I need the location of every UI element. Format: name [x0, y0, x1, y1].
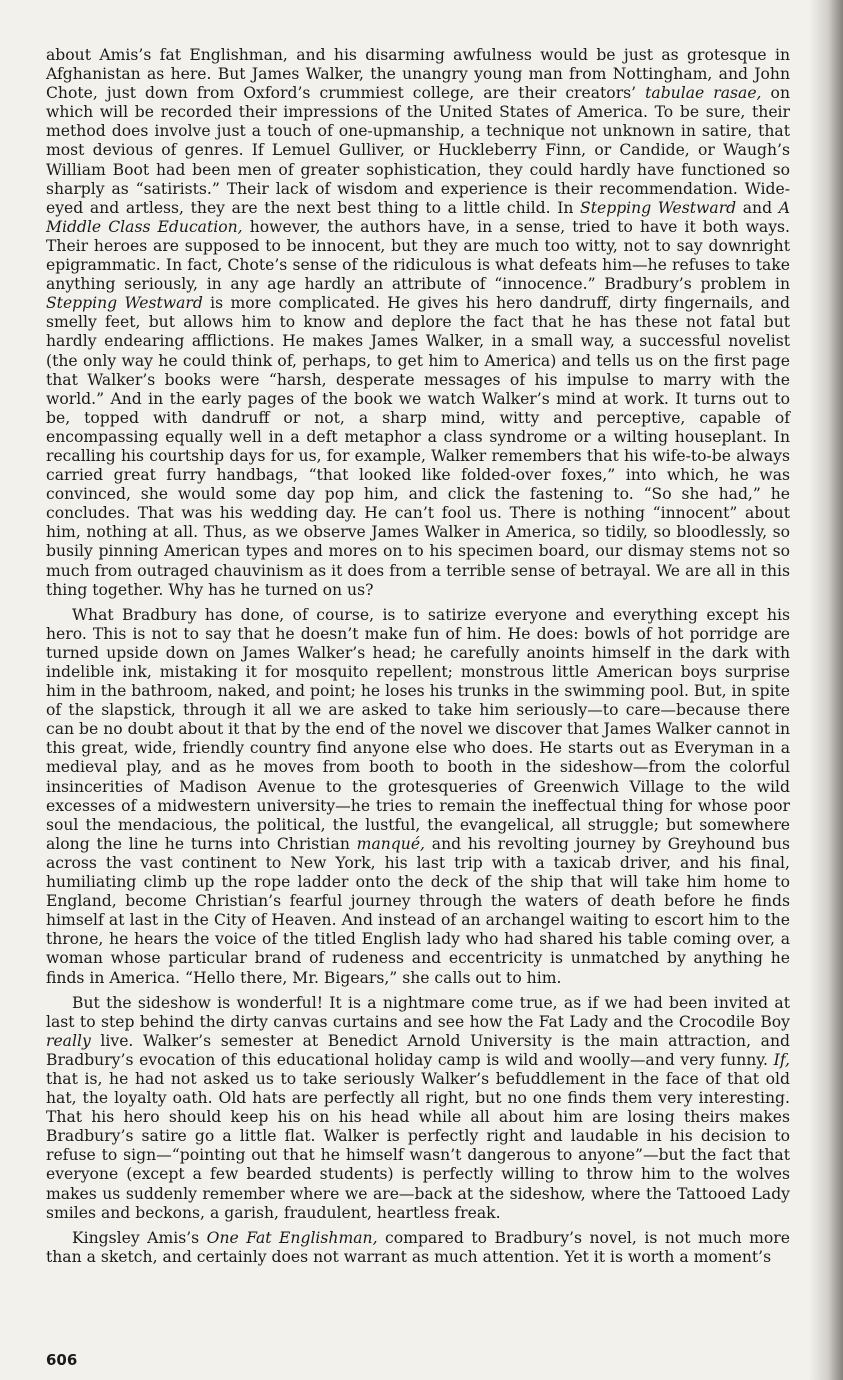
italic-text-run: A Middle Class Education, — [46, 198, 790, 236]
text-run: and — [736, 198, 779, 217]
text-run: compared to Bradbury’s novel, is not much more than a sketch, and certainly does not warrant as much attention. Yet it is worth a moment’s — [46, 1228, 790, 1266]
italic-text-run: manqué, — [356, 834, 426, 853]
text-run: is more complicated. He gives his hero dandruff, dirty fingernails, and smelly feet, but allows him to know and deplore the fact that he has these not fatal but hardly endearing afflictions. He makes James Walker, in a small way, a successful novelist (the only way he could think of, perhaps, to get him to America) and tells us on the first page that Walker’s books were “harsh, desperate messages of his impulse to marry with the world.” And in the early pages of the book we watch Walker’s mind at work. It turns out to be, topped with dandruff or not, a sharp mind, witty and perceptive, capable of encompassing equally well in a deft metaphor a class syndrome or a wilting houseplant. In recalling his courtship days for us, for example, Walker remembers that his wife-to-be always carried great furry handbags, “that looked like folded-over foxes,” into which, he was convinced, she would some day pop him, and click the fastening to. “So she had,” he concludes. That was his wedding day. He can’t fool us. There is nothing “innocent” about him, nothing at all. Thus, as we observe James Walker in America, so tidily, so bloodlessly, so busily pinning American types and mores on to his specimen board, our dismay stems not so much from outraged chauvinism as it does from a terrible sense of betrayal. We are all in this thing together. Why has he turned on us? — [46, 294, 790, 599]
text-run: But the sideshow is wonderful! It is a nightmare come true, as if we had been invited at last to step behind the dirty canvas curtains and see how the Fat Lady and the Crocodile Boy — [46, 993, 790, 1031]
italic-text-run: really — [46, 1031, 91, 1050]
text-run: and his revolting journey by Greyhound bus across the vast continent to New York, his last trip with a taxicab driver, and his final, humiliating climb up the rope ladder onto the deck of the ship that will take him home to England, become Christian’s fearful journey through the waters of death before he finds himself at last in the City of Heaven. And instead of an archangel waiting to escort him to the throne, he hears the voice of the titled English lady who had shared his table coming over, a woman whose particular brand of rudeness and eccentricity is unmatched by anything he finds in America. “Hello there, Mr. Bigears,” she calls out to him. — [46, 834, 790, 987]
italic-text-run: Stepping Westward — [580, 198, 737, 217]
paragraph-4 — [46, 1229, 790, 1267]
paragraph-2 — [46, 606, 790, 988]
text-run: What Bradbury has done, of course, is to satirize everyone and everything except his hero. This is not to say that he doesn’t make fun of him. He does: bowls of hot porridge are turned upside down on James Walker’s head; he carefully anoints himself in the dark with indelible ink, mistaking it for mosquito repellent; monstrous little American boys surprise him in the bathroom, naked, and point; he loses his trunks in the swimming pool. But, in spite of the slapstick, through it all we are asked to take him seriously—to care—because there can be no doubt about it that by the end of the novel we discover that James Walker cannot in this great, wide, friendly country find anyone else who does. He starts out as Everyman in a medieval play, and as he moves from booth to booth in the sideshow—from the colorful insincerities of Madison Avenue to the grotesqueries of Greenwich Village to the wild excesses of a midwestern university—he tries to remain the ineffectual thing for whose poor soul the mendacious, the political, the lustful, the evangelical, all struggle; but somewhere along the line he turns into Christian — [46, 605, 791, 853]
italic-text-run: tabulae rasae, — [645, 84, 762, 103]
text-run: live. Walker’s semester at Benedict Arnold University is the main attraction, and Bradbury’s evocation of this educational holiday camp is wild and woolly—and very funny. — [46, 1031, 790, 1069]
page-number: 606 — [46, 1351, 78, 1369]
text-run: about Amis’s fat Englishman, and his disarming awfulness would be just as grotesque in Afghanistan as here. But James Walker, the unangry young man from Nottingham, and John Chote, just down from Oxford’s crummiest college, are their creators’ — [46, 46, 790, 103]
text-run: that is, he had not asked us to take seriously Walker’s befuddlement in the face of that old hat, the loyalty oath. Old hats are perfectly all right, but no one finds them very interesting. That his hero should keep his on his head while all about him are losing theirs makes Bradbury’s satire go a little flat. Walker is perfectly right and laudable in his decision to refuse to sign—“pointing out that he himself wasn’t dangerous to anyone”—but the fact that everyone (except a few bearded students) is perfectly willing to throw him to the wolves makes us suddenly remember where we are—back at the sideshow, where the Tattooed Lady smiles and beckons, a garish, fraudulent, heartless freak. — [46, 1069, 790, 1222]
paragraph-3 — [46, 994, 790, 1223]
italic-text-run: Stepping Westward — [46, 294, 203, 313]
text-run: however, the authors have, in a sense, tried to have it both ways. Their heroes are supposed to be innocent, but they are much too witty, not to say downright epigrammatic. In fact, Chote’s sense of the ridiculous is what defeats him—he refuses to take anything seriously, in any age hardly an attribute of “innocence.” Bradbury’s problem in — [46, 217, 790, 294]
text-run: on which will be recorded their impressions of the United States of America. To be sure, their method does involve just a touch of one-upmanship, a technique not unknown in satire, that most devious of genres. If Lemuel Gulliver, or Huckleberry Finn, or Candide, or Waugh’s William Boot had been men of greater sophistication, they could hardly have functioned so sharply as “satirists.” Their lack of wisdom and experience is their recommendation. Wide-eyed and artless, they are the next best thing to a little child. In — [46, 84, 790, 217]
italic-text-run: If, — [773, 1050, 790, 1069]
article-body — [46, 46, 790, 1267]
paragraph-1 — [46, 46, 790, 600]
text-run: Kingsley Amis’s — [72, 1228, 207, 1247]
italic-text-run: One Fat Englishman, — [206, 1228, 378, 1247]
page-edge-shadow — [809, 0, 843, 1380]
